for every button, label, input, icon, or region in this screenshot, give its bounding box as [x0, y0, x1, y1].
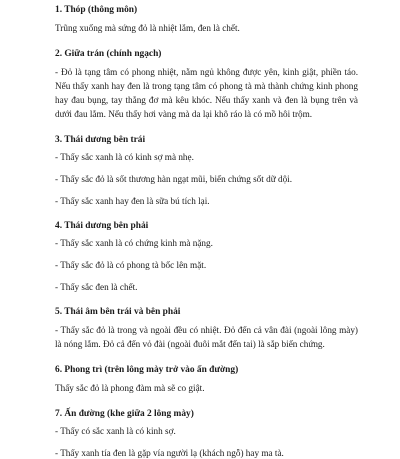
section-heading: 4. Thái dương bên phải — [55, 221, 149, 231]
bullet-item: - Thấy xanh tía đen là gặp vía người lạ (khách ngỗ) hay ma tà. — [55, 448, 284, 458]
section-6 — [55, 364, 358, 395]
section-heading: 3. Thái dương bên trái — [55, 135, 146, 145]
section-7 — [55, 408, 358, 459]
bullet-item: - Thấy sắc xanh hay đen là sữa bú tích lại. — [55, 196, 210, 206]
section-heading: 1. Thóp (thông môn) — [55, 5, 138, 15]
section-5 — [55, 306, 358, 351]
bullet-item: - Thấy sắc xanh là có kinh sợ mà nhẹ. — [55, 152, 194, 162]
section-heading: 5. Thái âm bên trái và bên phải — [55, 307, 181, 317]
section-paragraph: - Đỏ là tạng tâm có phong nhiệt, nằm ngủ không được yên, kinh giật, phiền táo. Nếu thấy xanh hay đen là trong tạng tâm có phong tà mà thành chứng kinh phong hay đau bụng, tay thẳng đơ mà kêu khóc. Nếu thấy xanh và đen là bụng trên và dưới đau lắm. Nếu thấy hơi vàng mà da lại khô ráo là có mồ hôi trộm. — [55, 67, 358, 119]
section-paragraph: Trũng xuống mà sứng đỏ là nhiệt lắm, đen là chết. — [55, 23, 240, 33]
section-paragraph: - Thấy sắc đỏ là trong và ngoài đều có nhiệt. Đỏ đến cả vân đài (ngoài lông mày) là nóng lắm. Đỏ cả đến vỏ đài (ngoài đuôi mắt đến tai) là sắp biến chứng. — [55, 325, 358, 349]
bullet-item: - Thấy có sắc xanh là có kinh sợ. — [55, 426, 176, 436]
section-4 — [55, 220, 358, 293]
bullet-item: - Thấy sắc xanh là có chứng kinh mà nặng. — [55, 238, 213, 248]
section-heading: 2. Giữa trán (chính ngạch) — [55, 49, 162, 59]
section-3 — [55, 134, 358, 207]
section-2 — [55, 48, 358, 121]
section-1 — [55, 4, 358, 35]
bullet-item: - Thấy sắc đỏ là sốt thương hàn ngạt mũi, biến chứng sốt dữ dội. — [55, 174, 293, 184]
section-heading: 7. Ấn đường (khe giữa 2 lông mày) — [55, 409, 194, 419]
bullet-item: - Thấy sắc đỏ là có phong tà bốc lên mặt. — [55, 260, 207, 270]
section-paragraph: Thấy sắc đỏ là phong đàm mà sẽ co giật. — [55, 383, 205, 393]
bullet-item: - Thấy sắc đen là chết. — [55, 282, 138, 292]
section-heading: 6. Phong trì (trên lông mày trở vào ấn đường) — [55, 365, 239, 375]
